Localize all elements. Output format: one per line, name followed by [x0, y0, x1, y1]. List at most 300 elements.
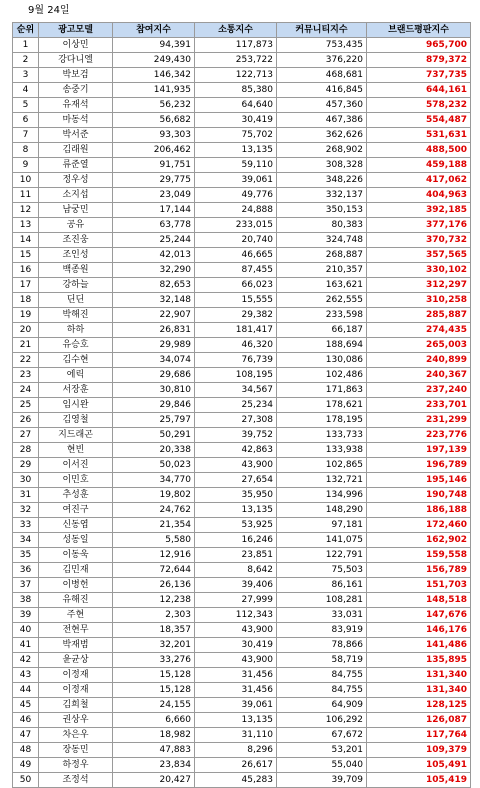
brand-score-cell: 159,558 [367, 548, 471, 563]
community-cell: 163,621 [277, 278, 367, 293]
participation-cell: 50,291 [113, 428, 195, 443]
brand-score-cell: 147,676 [367, 608, 471, 623]
brand-score-cell: 417,062 [367, 173, 471, 188]
brand-score-cell: 310,258 [367, 293, 471, 308]
communication-cell: 8,296 [195, 743, 277, 758]
model-name-cell: 강하늘 [39, 278, 113, 293]
community-cell: 130,086 [277, 353, 367, 368]
participation-cell: 18,982 [113, 728, 195, 743]
model-name-cell: 김희철 [39, 698, 113, 713]
community-cell: 132,721 [277, 473, 367, 488]
participation-cell: 26,136 [113, 578, 195, 593]
communication-cell: 42,863 [195, 443, 277, 458]
header-brand-reputation: 브랜드평판지수 [367, 23, 471, 38]
communication-cell: 85,380 [195, 83, 277, 98]
model-name-cell: 이동욱 [39, 548, 113, 563]
communication-cell: 31,456 [195, 668, 277, 683]
table-row [13, 323, 471, 338]
participation-cell: 56,682 [113, 113, 195, 128]
participation-cell: 20,338 [113, 443, 195, 458]
table-row [13, 68, 471, 83]
model-name-cell: 김래원 [39, 143, 113, 158]
rank-cell: 19 [13, 308, 39, 323]
rank-cell: 32 [13, 503, 39, 518]
table-row [13, 728, 471, 743]
brand-score-cell: 965,700 [367, 38, 471, 53]
rank-cell: 8 [13, 143, 39, 158]
model-name-cell: 서장훈 [39, 383, 113, 398]
communication-cell: 39,752 [195, 428, 277, 443]
brand-score-cell: 126,087 [367, 713, 471, 728]
rank-cell: 3 [13, 68, 39, 83]
participation-cell: 63,778 [113, 218, 195, 233]
rank-cell: 38 [13, 593, 39, 608]
community-cell: 268,887 [277, 248, 367, 263]
communication-cell: 13,135 [195, 143, 277, 158]
participation-cell: 20,427 [113, 773, 195, 788]
model-name-cell: 이서진 [39, 458, 113, 473]
rank-cell: 46 [13, 713, 39, 728]
community-cell: 468,681 [277, 68, 367, 83]
model-name-cell: 박해진 [39, 308, 113, 323]
model-name-cell: 소지섭 [39, 188, 113, 203]
participation-cell: 23,834 [113, 758, 195, 773]
communication-cell: 30,419 [195, 113, 277, 128]
header-participation: 참여지수 [113, 23, 195, 38]
brand-score-cell: 131,340 [367, 683, 471, 698]
table-row [13, 158, 471, 173]
model-name-cell: 차은우 [39, 728, 113, 743]
communication-cell: 27,654 [195, 473, 277, 488]
rank-cell: 5 [13, 98, 39, 113]
brand-score-cell: 285,887 [367, 308, 471, 323]
rank-cell: 41 [13, 638, 39, 653]
participation-cell: 18,357 [113, 623, 195, 638]
community-cell: 75,503 [277, 563, 367, 578]
participation-cell: 33,276 [113, 653, 195, 668]
rank-cell: 42 [13, 653, 39, 668]
model-name-cell: 조진웅 [39, 233, 113, 248]
model-name-cell: 신동엽 [39, 518, 113, 533]
brand-score-cell: 162,902 [367, 533, 471, 548]
rank-cell: 28 [13, 443, 39, 458]
table-row [13, 308, 471, 323]
brand-score-cell: 109,379 [367, 743, 471, 758]
communication-cell: 49,776 [195, 188, 277, 203]
brand-score-cell: 554,487 [367, 113, 471, 128]
rank-cell: 40 [13, 623, 39, 638]
model-name-cell: 윤균상 [39, 653, 113, 668]
table-row [13, 353, 471, 368]
table-row [13, 683, 471, 698]
participation-cell: 5,580 [113, 533, 195, 548]
rank-cell: 15 [13, 248, 39, 263]
table-row [13, 758, 471, 773]
community-cell: 233,598 [277, 308, 367, 323]
brand-score-cell: 330,102 [367, 263, 471, 278]
table-row [13, 218, 471, 233]
community-cell: 53,201 [277, 743, 367, 758]
participation-cell: 12,916 [113, 548, 195, 563]
brand-score-cell: 274,435 [367, 323, 471, 338]
brand-score-cell: 190,748 [367, 488, 471, 503]
rank-cell: 35 [13, 548, 39, 563]
model-name-cell: 송중기 [39, 83, 113, 98]
table-row [13, 623, 471, 638]
brand-score-cell: 531,631 [367, 128, 471, 143]
community-cell: 188,694 [277, 338, 367, 353]
rank-cell: 9 [13, 158, 39, 173]
community-cell: 83,919 [277, 623, 367, 638]
community-cell: 86,161 [277, 578, 367, 593]
brand-score-cell: 237,240 [367, 383, 471, 398]
rank-cell: 29 [13, 458, 39, 473]
community-cell: 80,383 [277, 218, 367, 233]
community-cell: 97,181 [277, 518, 367, 533]
brand-score-cell: 156,789 [367, 563, 471, 578]
brand-score-cell: 197,139 [367, 443, 471, 458]
community-cell: 210,357 [277, 263, 367, 278]
community-cell: 78,866 [277, 638, 367, 653]
community-cell: 753,435 [277, 38, 367, 53]
brand-score-cell: 146,176 [367, 623, 471, 638]
communication-cell: 87,455 [195, 263, 277, 278]
table-row [13, 533, 471, 548]
participation-cell: 29,686 [113, 368, 195, 383]
community-cell: 64,909 [277, 698, 367, 713]
table-row [13, 578, 471, 593]
community-cell: 66,187 [277, 323, 367, 338]
community-cell: 58,719 [277, 653, 367, 668]
brand-score-cell: 312,297 [367, 278, 471, 293]
communication-cell: 31,110 [195, 728, 277, 743]
model-name-cell: 유해진 [39, 593, 113, 608]
communication-cell: 53,925 [195, 518, 277, 533]
table-row [13, 263, 471, 278]
table-row [13, 113, 471, 128]
brand-score-cell: 459,188 [367, 158, 471, 173]
community-cell: 348,226 [277, 173, 367, 188]
table-row [13, 548, 471, 563]
community-cell: 102,486 [277, 368, 367, 383]
community-cell: 416,845 [277, 83, 367, 98]
model-name-cell: 전현무 [39, 623, 113, 638]
model-name-cell: 공유 [39, 218, 113, 233]
rank-cell: 10 [13, 173, 39, 188]
community-cell: 268,902 [277, 143, 367, 158]
participation-cell: 23,049 [113, 188, 195, 203]
rank-cell: 13 [13, 218, 39, 233]
participation-cell: 25,797 [113, 413, 195, 428]
model-name-cell: 유재석 [39, 98, 113, 113]
table-row [13, 233, 471, 248]
communication-cell: 23,851 [195, 548, 277, 563]
communication-cell: 253,722 [195, 53, 277, 68]
community-cell: 133,938 [277, 443, 367, 458]
brand-score-cell: 240,899 [367, 353, 471, 368]
communication-cell: 20,740 [195, 233, 277, 248]
communication-cell: 45,283 [195, 773, 277, 788]
brand-reputation-table [12, 22, 471, 788]
rank-cell: 43 [13, 668, 39, 683]
table-row [13, 293, 471, 308]
model-name-cell: 박보검 [39, 68, 113, 83]
table-row [13, 458, 471, 473]
model-name-cell: 이정재 [39, 668, 113, 683]
brand-score-cell: 231,299 [367, 413, 471, 428]
brand-score-cell: 135,895 [367, 653, 471, 668]
model-name-cell: 여진구 [39, 503, 113, 518]
rank-cell: 26 [13, 413, 39, 428]
rank-cell: 11 [13, 188, 39, 203]
model-name-cell: 권상우 [39, 713, 113, 728]
communication-cell: 27,308 [195, 413, 277, 428]
community-cell: 362,626 [277, 128, 367, 143]
participation-cell: 15,128 [113, 683, 195, 698]
rank-cell: 34 [13, 533, 39, 548]
table-row [13, 428, 471, 443]
community-cell: 102,865 [277, 458, 367, 473]
model-name-cell: 유승호 [39, 338, 113, 353]
model-name-cell: 현빈 [39, 443, 113, 458]
participation-cell: 93,303 [113, 128, 195, 143]
communication-cell: 8,642 [195, 563, 277, 578]
brand-score-cell: 128,125 [367, 698, 471, 713]
table-row [13, 743, 471, 758]
table-row [13, 53, 471, 68]
rank-cell: 14 [13, 233, 39, 248]
model-name-cell: 장동민 [39, 743, 113, 758]
rank-cell: 2 [13, 53, 39, 68]
participation-cell: 206,462 [113, 143, 195, 158]
participation-cell: 21,354 [113, 518, 195, 533]
rank-cell: 20 [13, 323, 39, 338]
model-name-cell: 에릭 [39, 368, 113, 383]
brand-score-cell: 879,372 [367, 53, 471, 68]
brand-score-cell: 141,486 [367, 638, 471, 653]
communication-cell: 46,320 [195, 338, 277, 353]
participation-cell: 82,653 [113, 278, 195, 293]
communication-cell: 108,195 [195, 368, 277, 383]
community-cell: 457,360 [277, 98, 367, 113]
rank-cell: 24 [13, 383, 39, 398]
community-cell: 106,292 [277, 713, 367, 728]
communication-cell: 46,665 [195, 248, 277, 263]
participation-cell: 32,148 [113, 293, 195, 308]
rank-cell: 27 [13, 428, 39, 443]
rank-cell: 45 [13, 698, 39, 713]
community-cell: 134,996 [277, 488, 367, 503]
participation-cell: 91,751 [113, 158, 195, 173]
communication-cell: 75,702 [195, 128, 277, 143]
brand-score-cell: 578,232 [367, 98, 471, 113]
table-row [13, 383, 471, 398]
participation-cell: 24,155 [113, 698, 195, 713]
community-cell: 122,791 [277, 548, 367, 563]
participation-cell: 17,144 [113, 203, 195, 218]
table-row [13, 713, 471, 728]
model-name-cell: 이민호 [39, 473, 113, 488]
table-row [13, 38, 471, 53]
community-cell: 55,040 [277, 758, 367, 773]
communication-cell: 181,417 [195, 323, 277, 338]
communication-cell: 29,382 [195, 308, 277, 323]
participation-cell: 29,989 [113, 338, 195, 353]
rank-cell: 25 [13, 398, 39, 413]
brand-score-cell: 404,963 [367, 188, 471, 203]
table-row [13, 278, 471, 293]
header-rank: 순위 [13, 23, 39, 38]
table-row [13, 563, 471, 578]
communication-cell: 27,999 [195, 593, 277, 608]
rank-cell: 48 [13, 743, 39, 758]
participation-cell: 94,391 [113, 38, 195, 53]
communication-cell: 39,061 [195, 173, 277, 188]
brand-score-cell: 105,491 [367, 758, 471, 773]
community-cell: 262,555 [277, 293, 367, 308]
brand-score-cell: 392,185 [367, 203, 471, 218]
model-name-cell: 이상민 [39, 38, 113, 53]
brand-score-cell: 370,732 [367, 233, 471, 248]
brand-score-cell: 151,703 [367, 578, 471, 593]
table-row [13, 83, 471, 98]
communication-cell: 24,888 [195, 203, 277, 218]
rank-cell: 31 [13, 488, 39, 503]
rank-cell: 50 [13, 773, 39, 788]
participation-cell: 29,846 [113, 398, 195, 413]
communication-cell: 26,617 [195, 758, 277, 773]
rank-cell: 30 [13, 473, 39, 488]
community-cell: 84,755 [277, 668, 367, 683]
community-cell: 178,195 [277, 413, 367, 428]
brand-score-cell: 172,460 [367, 518, 471, 533]
model-name-cell: 김민재 [39, 563, 113, 578]
brand-score-cell: 196,789 [367, 458, 471, 473]
community-cell: 332,137 [277, 188, 367, 203]
model-name-cell: 하정우 [39, 758, 113, 773]
communication-cell: 122,713 [195, 68, 277, 83]
rank-cell: 23 [13, 368, 39, 383]
community-cell: 308,328 [277, 158, 367, 173]
participation-cell: 25,244 [113, 233, 195, 248]
model-name-cell: 이병헌 [39, 578, 113, 593]
table-row [13, 773, 471, 788]
brand-score-cell: 195,146 [367, 473, 471, 488]
model-name-cell: 백종원 [39, 263, 113, 278]
table-row [13, 593, 471, 608]
table-row [13, 203, 471, 218]
rank-cell: 22 [13, 353, 39, 368]
table-row [13, 608, 471, 623]
table-header-row [13, 23, 471, 38]
rank-cell: 47 [13, 728, 39, 743]
community-cell: 178,621 [277, 398, 367, 413]
table-row [13, 488, 471, 503]
participation-cell: 24,762 [113, 503, 195, 518]
participation-cell: 146,342 [113, 68, 195, 83]
table-row [13, 503, 471, 518]
communication-cell: 233,015 [195, 218, 277, 233]
header-communication: 소통지수 [195, 23, 277, 38]
rank-cell: 44 [13, 683, 39, 698]
table-row [13, 413, 471, 428]
participation-cell: 141,935 [113, 83, 195, 98]
communication-cell: 76,739 [195, 353, 277, 368]
communication-cell: 16,246 [195, 533, 277, 548]
participation-cell: 32,201 [113, 638, 195, 653]
model-name-cell: 성동일 [39, 533, 113, 548]
brand-score-cell: 357,565 [367, 248, 471, 263]
model-name-cell: 지드래곤 [39, 428, 113, 443]
communication-cell: 13,135 [195, 713, 277, 728]
rank-cell: 36 [13, 563, 39, 578]
header-community: 커뮤니티지수 [277, 23, 367, 38]
table-row [13, 368, 471, 383]
table-row [13, 518, 471, 533]
model-name-cell: 딘딘 [39, 293, 113, 308]
brand-score-cell: 233,701 [367, 398, 471, 413]
participation-cell: 12,238 [113, 593, 195, 608]
communication-cell: 34,567 [195, 383, 277, 398]
community-cell: 376,220 [277, 53, 367, 68]
communication-cell: 25,234 [195, 398, 277, 413]
brand-score-cell: 186,188 [367, 503, 471, 518]
model-name-cell: 류준열 [39, 158, 113, 173]
communication-cell: 43,900 [195, 653, 277, 668]
rank-cell: 49 [13, 758, 39, 773]
brand-score-cell: 488,500 [367, 143, 471, 158]
participation-cell: 29,775 [113, 173, 195, 188]
community-cell: 108,281 [277, 593, 367, 608]
table-row [13, 653, 471, 668]
date-label: 9월 24일 [28, 5, 70, 16]
communication-cell: 64,640 [195, 98, 277, 113]
communication-cell: 39,406 [195, 578, 277, 593]
rank-cell: 7 [13, 128, 39, 143]
table-row [13, 98, 471, 113]
communication-cell: 35,950 [195, 488, 277, 503]
header-model: 광고모델 [39, 23, 113, 38]
community-cell: 171,863 [277, 383, 367, 398]
participation-cell: 249,430 [113, 53, 195, 68]
model-name-cell: 조정석 [39, 773, 113, 788]
model-name-cell: 강다니엘 [39, 53, 113, 68]
model-name-cell: 임시완 [39, 398, 113, 413]
community-cell: 350,153 [277, 203, 367, 218]
rank-cell: 1 [13, 38, 39, 53]
model-name-cell: 박재범 [39, 638, 113, 653]
table-row [13, 128, 471, 143]
model-name-cell: 이정재 [39, 683, 113, 698]
brand-score-cell: 148,518 [367, 593, 471, 608]
communication-cell: 59,110 [195, 158, 277, 173]
participation-cell: 34,074 [113, 353, 195, 368]
participation-cell: 2,303 [113, 608, 195, 623]
table-row [13, 173, 471, 188]
participation-cell: 56,232 [113, 98, 195, 113]
brand-score-cell: 377,176 [367, 218, 471, 233]
brand-score-cell: 265,003 [367, 338, 471, 353]
participation-cell: 26,831 [113, 323, 195, 338]
model-name-cell: 남궁민 [39, 203, 113, 218]
participation-cell: 42,013 [113, 248, 195, 263]
participation-cell: 72,644 [113, 563, 195, 578]
table-body [13, 38, 471, 788]
community-cell: 141,075 [277, 533, 367, 548]
communication-cell: 43,900 [195, 623, 277, 638]
table-row [13, 473, 471, 488]
model-name-cell: 김영철 [39, 413, 113, 428]
